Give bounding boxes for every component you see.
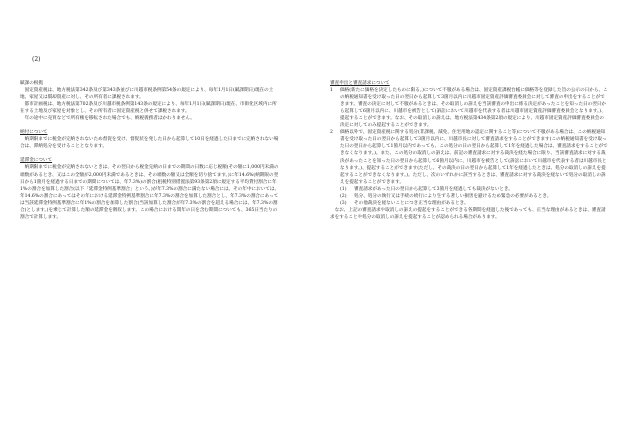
- numbered-item: [330, 87, 608, 129]
- numbered-item: [330, 129, 608, 185]
- item-number: 2: [330, 130, 333, 136]
- closing-paragraph: なお、上記の審査請求や取消しの訴えの提起をすることができる各期間を経過した後であっても、正当な理由があるときは、審査請求をすることや処分の取消しの訴えを提起することが認められる場合があります。: [330, 207, 606, 220]
- paragraph: 納期限までに税金が完納されないため督促を受け、督促状を発した日から起算して10日を経過した日までに完納されない場合は、滞納処分を受けることとなります。: [20, 137, 279, 150]
- right-column: [330, 80, 608, 221]
- section-title-late-fee: 延滞金について: [20, 158, 53, 164]
- section-title-appeal: 審査申出と審査請求について: [330, 81, 390, 86]
- sub-item-number: (3): [340, 200, 347, 206]
- paragraph: 固定資産税は、地方税法第342条及び第343条並びに川越市税条例第54条の規定により、毎年1月1日(賦課期日)現在の土地、家屋又は償却資産に対し、その所有者に課税されます。: [20, 88, 274, 101]
- page-number: (2): [32, 56, 41, 63]
- sub-item: [330, 193, 608, 200]
- paragraph: 都市計画税は、地方税法第702条及び川越市税条例第143条の規定により、毎年1月1日(賦課期日)現在、市街化区域内に所在する土地及び家屋を対象とし、その所有者に固定資産税と併せて課税されます。: [20, 102, 277, 115]
- sub-item-text: 処分、処分の執行又は手続の続行により生ずる著しい損害を避けるため緊急の必要があるとき。: [354, 193, 552, 199]
- item-number: 1: [330, 88, 333, 94]
- item-text: 価格以外で、固定資産税に関する処分(非課税、減免、住宅用地の認定に関すること等)について不服がある場合は、この納税通知書を受け取った日の翌日から起算して3箇月以内に、川越市長に対して審査請求をすることができます(この納税通知書を受け取った日の翌日から起算して1箇月以内であっても、この処分の日の翌日から起算して1年を経過した場合は、審査請求をすることができなくなります。)。また、この処分の取消しの訴えは、前記の審査請求に対する裁決を経た場合に限り、当該審査請求に対する裁決があったことを知った日の翌日から起算して6箇月以内に、川越市を被告として(訴訟において川越市を代表する者は川越市長となります。)、提起することができます(ただし、その裁決の日の翌日から起算して1年を経過したときは、処分の取消しの訴えを提起することができなくなります。)。ただし、次のいずれかに該当するときは、審査請求に対する裁決を経ないで処分の取消しの訴えを提起することができます。: [340, 130, 608, 185]
- sub-item-text: その他裁決を経ないことにつき正当な理由があるとき。: [354, 200, 469, 206]
- paragraph: 年の途中に売買などで所有権を移転された場合でも、納税義務者はかわりません。: [24, 116, 195, 122]
- sub-item: [330, 186, 608, 193]
- section-title-basis: 賦課の根拠: [20, 81, 43, 86]
- left-column: [20, 80, 280, 221]
- item-text: 価格(新たに価格を決定したものに限る。)について不服がある場合は、固定資産課税台帳に価格等を登録した旨の公示の日から、この納税通知書を受け取った日の翌日から起算して3箇月以内に川越市固定資産評価審査委員会に対して審査の申出をすることができます。審査の決定に対して不服があるときは、その取消しの訴えを当該審査の申出に係る決定があったことを知った日の翌日から起算して6箇月以内に、川越市を被告として(訴訟において川越市を代表する者は川越市固定資産評価審査委員会となります。)、提起することができます。なお、その取消しの訴えは、地方税法第434条第2項の規定により、川越市固定資産評価審査委員会の決定に対してのみ提起することができます。: [340, 88, 608, 129]
- sub-item-text: 審査請求があった日の翌日から起算して3箇月を経過しても裁決がないとき。: [354, 186, 513, 192]
- section-title-payment: 納付について: [20, 130, 48, 136]
- paragraph: 納期限までに税金が完納されないときは、その翌日から税金完納の日までの期間の日数に応じ税額(その額に1,000円未満の端数があるとき、又はこの全額が2,000円未満であるときは、その端数の額又は全額を切り捨てます。)に年14.6%(納期限の翌日から1箇月を経過する日までの期間については、年7.3%)の割合(租税特別措置法第93条第2項に規定する平均貸付割合に年1%の割合を加算した割合(以下「延滞金特例基準割合」という。)が年7.3%の割合に満たない場合には、その年中においては、年14.6%の割合にあってはその年における延滞金特例基準割合に年7.3%の割合を加算した割合とし、年7.3%の割合にあっては当該延滞金特例基準割合に年1%の割合を加算した割合(当該加算した割合が年7.3%の割合を超える場合には、年7.3%の割合)とします。)を乗じて計算した額の延滞金を徴収します。この場合における閏年の日を含む期間についても、365日当たりの割合で計算します。: [20, 165, 280, 220]
- sub-item: [330, 200, 608, 207]
- sub-item-number: (1): [340, 186, 347, 192]
- sub-item-number: (2): [340, 193, 347, 199]
